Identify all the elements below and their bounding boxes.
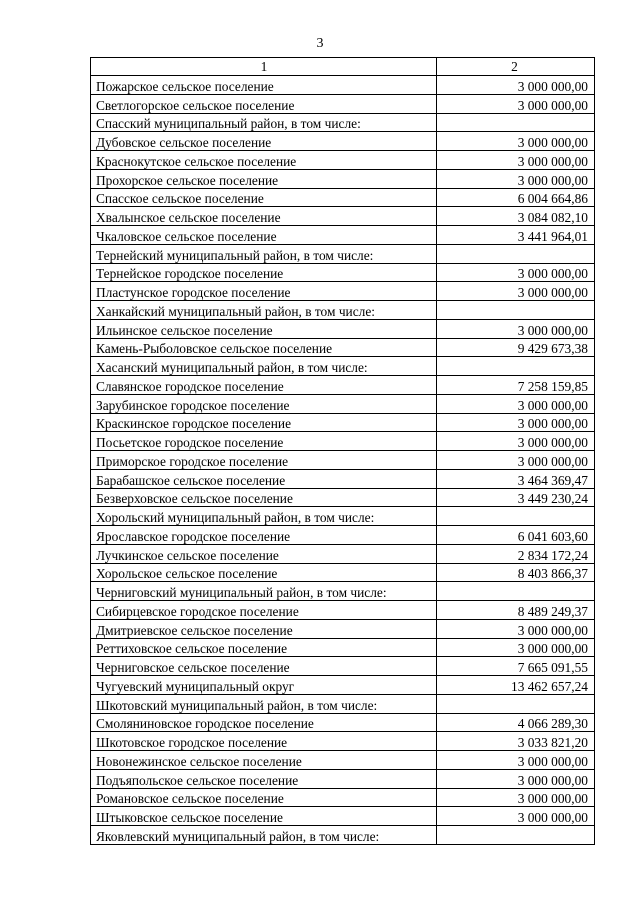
- settlement-name-cell: Новонежинское сельское поселение: [91, 751, 437, 770]
- amount-cell: 8 489 249,37: [437, 601, 595, 620]
- table-row: [91, 451, 595, 470]
- settlement-name-cell: Ильинское сельское поселение: [91, 319, 437, 338]
- table-row: [91, 582, 595, 601]
- amount-cell: [437, 582, 595, 601]
- table-row: [91, 713, 595, 732]
- table-row: [91, 469, 595, 488]
- amount-cell: 9 429 673,38: [437, 338, 595, 357]
- amount-cell: 3 000 000,00: [437, 413, 595, 432]
- table-row: [91, 413, 595, 432]
- table-row: [91, 751, 595, 770]
- settlement-name-cell: Хвалынское сельское поселение: [91, 207, 437, 226]
- amount-cell: 7 258 159,85: [437, 376, 595, 395]
- table-row: [91, 151, 595, 170]
- table-row: [91, 244, 595, 263]
- amount-cell: 3 000 000,00: [437, 151, 595, 170]
- table-row: [91, 638, 595, 657]
- amount-cell: 3 449 230,24: [437, 488, 595, 507]
- amount-cell: 6 004 664,86: [437, 188, 595, 207]
- amount-cell: 4 066 289,30: [437, 713, 595, 732]
- settlement-name-cell: Барабашское сельское поселение: [91, 469, 437, 488]
- settlement-name-cell: Тернейский муниципальный район, в том числе:: [91, 244, 437, 263]
- settlement-name-cell: Яковлевский муниципальный район, в том числе:: [91, 826, 437, 845]
- amount-cell: 8 403 866,37: [437, 563, 595, 582]
- amount-cell: [437, 301, 595, 320]
- column-header-2: 2: [437, 58, 595, 76]
- table-row: [91, 657, 595, 676]
- settlement-name-cell: Дмитриевское сельское поселение: [91, 619, 437, 638]
- amount-cell: 3 441 964,01: [437, 226, 595, 245]
- settlement-name-cell: Прохорское сельское поселение: [91, 169, 437, 188]
- allocation-table: [90, 57, 595, 845]
- amount-cell: 3 000 000,00: [437, 94, 595, 113]
- settlement-name-cell: Лучкинское сельское поселение: [91, 544, 437, 563]
- settlement-name-cell: Светлогорское сельское поселение: [91, 94, 437, 113]
- settlement-name-cell: Приморское городское поселение: [91, 451, 437, 470]
- settlement-name-cell: Спасский муниципальный район, в том числе:: [91, 113, 437, 132]
- settlement-name-cell: Шкотовский муниципальный район, в том числе:: [91, 694, 437, 713]
- settlement-name-cell: Чугуевский муниципальный округ: [91, 676, 437, 695]
- table-body: [91, 58, 595, 845]
- table-row: [91, 488, 595, 507]
- table-row: [91, 319, 595, 338]
- table-row: [91, 676, 595, 695]
- amount-cell: 3 000 000,00: [437, 432, 595, 451]
- settlement-name-cell: Смоляниновское городское поселение: [91, 713, 437, 732]
- table-row: [91, 526, 595, 545]
- amount-cell: 3 000 000,00: [437, 807, 595, 826]
- amount-cell: 3 000 000,00: [437, 263, 595, 282]
- column-header-1: 1: [91, 58, 437, 76]
- settlement-name-cell: Посьетское городское поселение: [91, 432, 437, 451]
- settlement-name-cell: Пластунское городское поселение: [91, 282, 437, 301]
- settlement-name-cell: Хорольское сельское поселение: [91, 563, 437, 582]
- amount-cell: [437, 694, 595, 713]
- table-row: [91, 619, 595, 638]
- table-row: [91, 132, 595, 151]
- settlement-name-cell: Черниговский муниципальный район, в том числе:: [91, 582, 437, 601]
- table-row: [91, 544, 595, 563]
- table-row: [91, 694, 595, 713]
- amount-cell: [437, 113, 595, 132]
- settlement-name-cell: Черниговское сельское поселение: [91, 657, 437, 676]
- settlement-name-cell: Тернейское городское поселение: [91, 263, 437, 282]
- settlement-name-cell: Безверховское сельское поселение: [91, 488, 437, 507]
- table-row: [91, 188, 595, 207]
- settlement-name-cell: Подъяпольское сельское поселение: [91, 769, 437, 788]
- amount-cell: 3 000 000,00: [437, 282, 595, 301]
- table-row: [91, 826, 595, 845]
- settlement-name-cell: Зарубинское городское поселение: [91, 394, 437, 413]
- amount-cell: 3 000 000,00: [437, 394, 595, 413]
- settlement-name-cell: Хорольский муниципальный район, в том числе:: [91, 507, 437, 526]
- table-row: [91, 769, 595, 788]
- table-row: [91, 788, 595, 807]
- amount-cell: 3 000 000,00: [437, 451, 595, 470]
- table-row: [91, 226, 595, 245]
- amount-cell: 13 462 657,24: [437, 676, 595, 695]
- amount-cell: 3 000 000,00: [437, 751, 595, 770]
- table-row: [91, 338, 595, 357]
- settlement-name-cell: Хасанский муниципальный район, в том числе:: [91, 357, 437, 376]
- table-row: [91, 169, 595, 188]
- amount-cell: 3 000 000,00: [437, 132, 595, 151]
- page-number: 3: [316, 36, 324, 51]
- settlement-name-cell: Романовское сельское поселение: [91, 788, 437, 807]
- table-row: [91, 357, 595, 376]
- settlement-name-cell: Камень-Рыболовское сельское поселение: [91, 338, 437, 357]
- amount-cell: 3 000 000,00: [437, 319, 595, 338]
- amount-cell: [437, 244, 595, 263]
- amount-cell: 2 834 172,24: [437, 544, 595, 563]
- settlement-name-cell: Ярославское городское поселение: [91, 526, 437, 545]
- table-row: [91, 394, 595, 413]
- settlement-name-cell: Спасское сельское поселение: [91, 188, 437, 207]
- settlement-name-cell: Штыковское сельское поселение: [91, 807, 437, 826]
- amount-cell: [437, 357, 595, 376]
- table-row: [91, 76, 595, 95]
- settlement-name-cell: Краснокутское сельское поселение: [91, 151, 437, 170]
- settlement-name-cell: Шкотовское городское поселение: [91, 732, 437, 751]
- table-row: [91, 732, 595, 751]
- table-header-row: [91, 58, 595, 76]
- amount-cell: 7 665 091,55: [437, 657, 595, 676]
- settlement-name-cell: Ханкайский муниципальный район, в том числе:: [91, 301, 437, 320]
- table-row: [91, 282, 595, 301]
- table-row: [91, 601, 595, 620]
- table-row: [91, 376, 595, 395]
- amount-cell: 3 000 000,00: [437, 788, 595, 807]
- amount-cell: 3 000 000,00: [437, 638, 595, 657]
- amount-cell: 3 084 082,10: [437, 207, 595, 226]
- settlement-name-cell: Славянское городское поселение: [91, 376, 437, 395]
- amount-cell: 3 033 821,20: [437, 732, 595, 751]
- settlement-name-cell: Реттиховское сельское поселение: [91, 638, 437, 657]
- table-row: [91, 263, 595, 282]
- settlement-name-cell: Чкаловское сельское поселение: [91, 226, 437, 245]
- settlement-name-cell: Дубовское сельское поселение: [91, 132, 437, 151]
- amount-cell: 6 041 603,60: [437, 526, 595, 545]
- amount-cell: [437, 826, 595, 845]
- amount-cell: 3 000 000,00: [437, 76, 595, 95]
- table-row: [91, 207, 595, 226]
- settlement-name-cell: Сибирцевское городское поселение: [91, 601, 437, 620]
- table-row: [91, 113, 595, 132]
- table-row: [91, 807, 595, 826]
- settlement-name-cell: Краскинское городское поселение: [91, 413, 437, 432]
- amount-cell: 3 000 000,00: [437, 769, 595, 788]
- table-row: [91, 432, 595, 451]
- table-row: [91, 563, 595, 582]
- amount-cell: 3 000 000,00: [437, 619, 595, 638]
- table-row: [91, 301, 595, 320]
- table-row: [91, 507, 595, 526]
- amount-cell: [437, 507, 595, 526]
- settlement-name-cell: Пожарское сельское поселение: [91, 76, 437, 95]
- amount-cell: 3 464 369,47: [437, 469, 595, 488]
- amount-cell: 3 000 000,00: [437, 169, 595, 188]
- table-row: [91, 94, 595, 113]
